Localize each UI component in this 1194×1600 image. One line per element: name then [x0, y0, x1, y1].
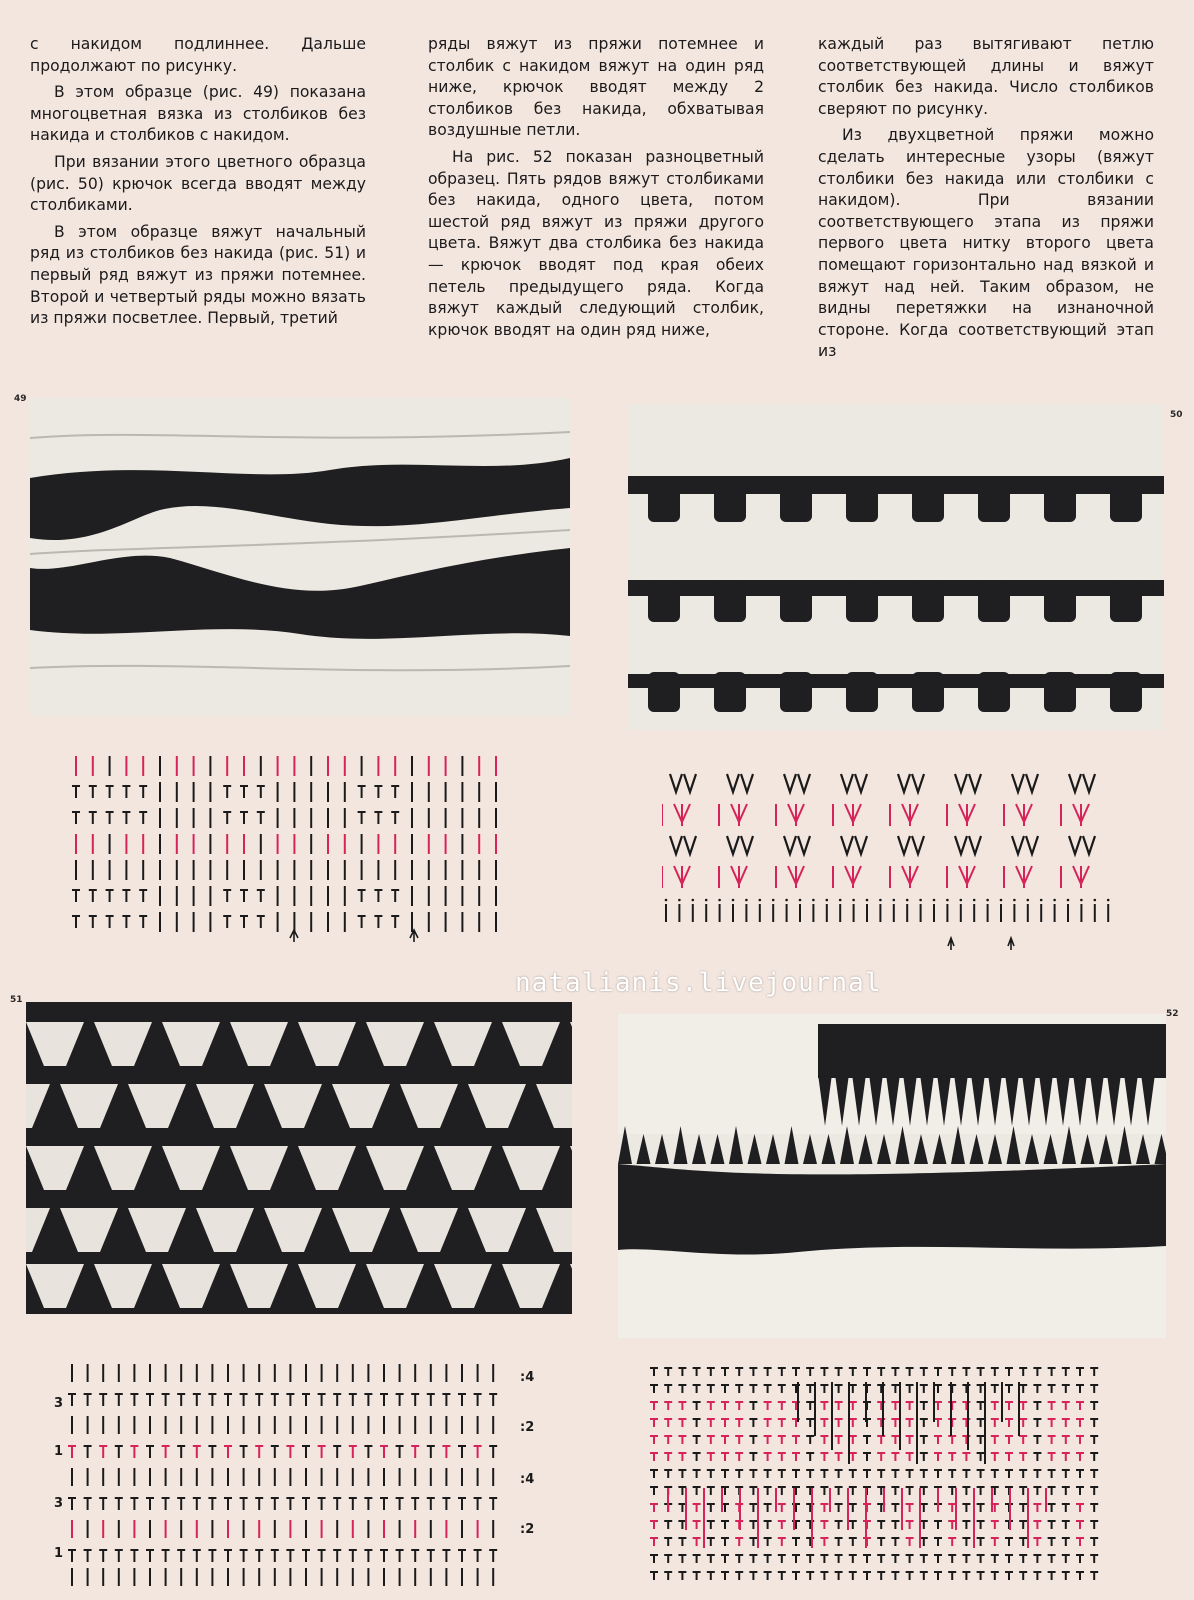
text-column-3	[818, 34, 1154, 368]
chart-51-label: :2	[520, 1420, 535, 1435]
photo-sample-50	[628, 404, 1164, 730]
chart-51-label: :4	[520, 1472, 535, 1487]
figure-number-50: 50	[1170, 410, 1183, 420]
chart-50	[662, 768, 1124, 958]
crochet-chart-51	[66, 1364, 516, 1590]
chart-51	[66, 1364, 516, 1590]
watermark: natalianis.livejournal	[515, 968, 882, 998]
paragraph: В этом образце (рис. 49) показана многоцветная вязка из столбиков без накида и столбиков с накидом.	[30, 83, 366, 145]
chart-51-label: :2	[520, 1522, 535, 1537]
chart-51-label: :4	[520, 1370, 535, 1385]
chart-51-label: 1	[54, 1546, 64, 1561]
figure-number-49: 49	[14, 394, 27, 404]
figure-number-51: 51	[10, 995, 23, 1005]
paragraph: с накидом подлиннее. Дальше продолжают по рисунку.	[30, 35, 366, 75]
crochet-chart-50	[662, 768, 1124, 958]
paragraph: ряды вяжут из пряжи потемнее и столбик с накидом вяжут на один ряд ниже, крючок вводят между 2 столбиков без накида, обхватывая воздушные петли.	[428, 35, 764, 140]
paragraph: При вязании этого цветного образца (рис. 50) крючок всегда вводят между столбиками.	[30, 152, 366, 215]
paragraph: Из двухцветной пряжи можно сделать интересные узоры (вяжут столбики без накида или столбики с накидом). При вязании соответствующего этапа из пряжи первого цвета нитку второго цвета помещают горизонтально над вязкой и вяжут над ней. Таким образом, не видны перетяжки на изнаночной стороне. Когда соответствующий этап из	[818, 126, 1154, 361]
chart-51-label: 1	[54, 1444, 64, 1459]
chart-51-label: 3	[54, 1496, 64, 1511]
chart-49	[68, 752, 508, 952]
photo-sample-49	[30, 398, 570, 716]
chart-51-label: 3	[54, 1396, 64, 1411]
crochet-chart-52	[648, 1362, 1110, 1592]
paragraph: В этом образце вяжут начальный ряд из столбиков без накида (рис. 51) и первый ряд вяжут из пряжи потемнее. Второй и четвертый ряды можно вязать из пряжи посветлее. Первый, третий	[30, 222, 366, 328]
photo-sample-52	[618, 1014, 1166, 1338]
figure-number-52: 52	[1166, 1009, 1179, 1019]
text-column-2	[428, 34, 764, 346]
paragraph: На рис. 52 показан разноцветный образец. Пять рядов вяжут столбиками без накида, одного цвета, потом шестой ряд вяжут из пряжи другого цвета. Вяжут два столбика без накида — крючок вводят под края обеих петель предыдущего ряда. Когда вяжут каждый следующий столбик, крючок вводят на один ряд ниже,	[428, 147, 764, 339]
photo-sample-51	[26, 1002, 572, 1314]
crochet-chart-49	[68, 752, 508, 952]
text-column-1	[30, 34, 366, 335]
chart-52	[648, 1362, 1110, 1592]
paragraph: каждый раз вытягивают петлю соответствующей длины и вяжут столбик без накида. Число столбиков сверяют по рисунку.	[818, 35, 1154, 118]
